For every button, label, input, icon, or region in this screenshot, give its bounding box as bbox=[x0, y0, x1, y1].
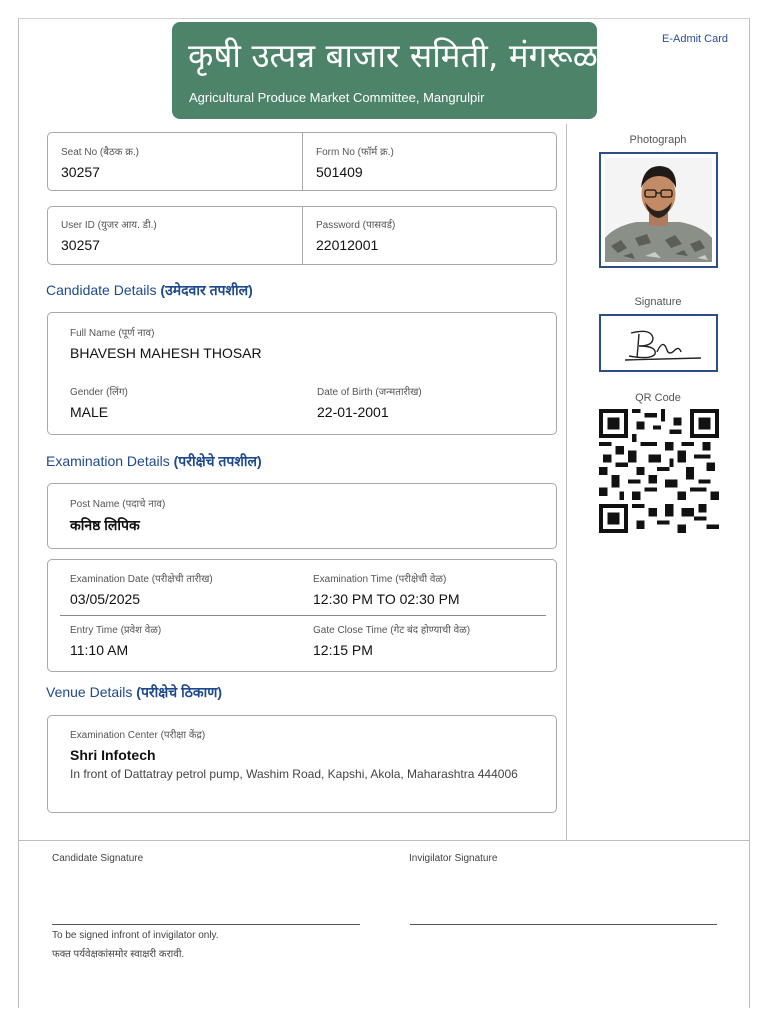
exam-time-label: Examination Time (परीक्षेची वेळ) bbox=[313, 574, 447, 585]
candidate-heading-en: Candidate Details bbox=[46, 282, 157, 298]
venue-box bbox=[47, 715, 557, 813]
exam-date-value: 03/05/2025 bbox=[70, 591, 141, 607]
seat-form-box bbox=[47, 132, 557, 191]
schedule-divider bbox=[60, 615, 546, 616]
signature-scribble-icon bbox=[601, 316, 716, 370]
exam-heading-mr: (परीक्षेचे तपशील) bbox=[173, 453, 262, 469]
post-box bbox=[47, 483, 557, 549]
e-admit-card-label: E-Admit Card bbox=[662, 33, 729, 45]
header-banner bbox=[172, 22, 639, 119]
entry-time-value: 11:10 AM bbox=[70, 642, 129, 658]
vertical-divider bbox=[566, 124, 567, 840]
gate-close-value: 12:15 PM bbox=[313, 642, 373, 658]
cell-divider bbox=[302, 133, 303, 190]
candidate-signature-line bbox=[52, 924, 360, 925]
full-name-label: Full Name (पूर्ण नाव) bbox=[70, 328, 155, 339]
venue-details-heading bbox=[46, 683, 222, 702]
cell-divider bbox=[302, 207, 303, 264]
user-id-value: 30257 bbox=[61, 237, 100, 253]
candidate-photo-icon bbox=[605, 158, 712, 262]
login-box bbox=[47, 206, 557, 265]
qr-code-icon bbox=[599, 409, 719, 533]
gate-close-label: Gate Close Time (गेट बंद होण्याची वेळ) bbox=[313, 625, 471, 636]
post-name-value: कनिष्ठ लिपिक bbox=[70, 517, 140, 533]
signature-label: Signature bbox=[634, 296, 682, 308]
gender-value: MALE bbox=[70, 404, 109, 420]
password-value: 22012001 bbox=[316, 237, 379, 253]
entry-time-label: Entry Time (प्रवेश वेळ) bbox=[70, 625, 162, 636]
gender-label: Gender (लिंग) bbox=[70, 387, 128, 398]
candidate-photograph bbox=[599, 152, 718, 268]
invigilator-signature-line bbox=[410, 924, 717, 925]
exam-center-name: Shri Infotech bbox=[70, 747, 156, 763]
seat-no-label: Seat No (बैठक क्र.) bbox=[61, 147, 140, 158]
schedule-box bbox=[47, 559, 557, 672]
photograph-label: Photograph bbox=[629, 134, 687, 146]
exam-heading-en: Examination Details bbox=[46, 453, 170, 469]
dob-value: 22-01-2001 bbox=[317, 404, 389, 420]
sign-note-english: To be signed infront of invigilator only. bbox=[52, 930, 219, 941]
exam-center-label: Examination Center (परीक्षा केंद्र) bbox=[70, 730, 206, 741]
candidate-details-heading bbox=[46, 281, 253, 300]
dob-label: Date of Birth (जन्मतारीख) bbox=[317, 387, 422, 398]
form-no-value: 501409 bbox=[316, 164, 363, 180]
candidate-signature-image bbox=[599, 314, 718, 372]
candidate-signature-label: Candidate Signature bbox=[52, 853, 144, 864]
form-no-label: Form No (फॉर्म क्र.) bbox=[316, 147, 394, 158]
sign-note-marathi: फक्त पर्यवेक्षकांसमोर स्वाक्षरी करावी. bbox=[52, 949, 185, 960]
post-name-label: Post Name (पदाचे नाव) bbox=[70, 499, 166, 510]
exam-time-value: 12:30 PM TO 02:30 PM bbox=[313, 591, 460, 607]
candidate-heading-mr: (उमेदवार तपशील) bbox=[160, 282, 253, 298]
exam-center-address: In front of Dattatray petrol pump, Washim Road, Kapshi, Akola, Maharashtra 444006 bbox=[70, 767, 518, 781]
venue-heading-mr: (परीक्षेचे ठिकाण) bbox=[136, 684, 223, 700]
committee-title-english: Agricultural Produce Market Committee, Mangrulpir bbox=[189, 90, 485, 105]
committee-title-marathi: कृषी उत्पन्न बाजार समिती, मंगरूळपीर bbox=[188, 36, 639, 75]
exam-date-label: Examination Date (परीक्षेची तारीख) bbox=[70, 574, 213, 585]
password-label: Password (पासवर्ड) bbox=[316, 220, 396, 231]
venue-heading-en: Venue Details bbox=[46, 684, 133, 700]
invigilator-signature-label: Invigilator Signature bbox=[409, 853, 498, 864]
full-name-value: BHAVESH MAHESH THOSAR bbox=[70, 345, 262, 361]
candidate-box bbox=[47, 312, 557, 435]
footer-divider bbox=[18, 840, 750, 841]
seat-no-value: 30257 bbox=[61, 164, 100, 180]
qr-code-label: QR Code bbox=[635, 392, 681, 404]
user-id-label: User ID (युजर आय. डी.) bbox=[61, 220, 157, 231]
exam-details-heading bbox=[46, 452, 262, 471]
